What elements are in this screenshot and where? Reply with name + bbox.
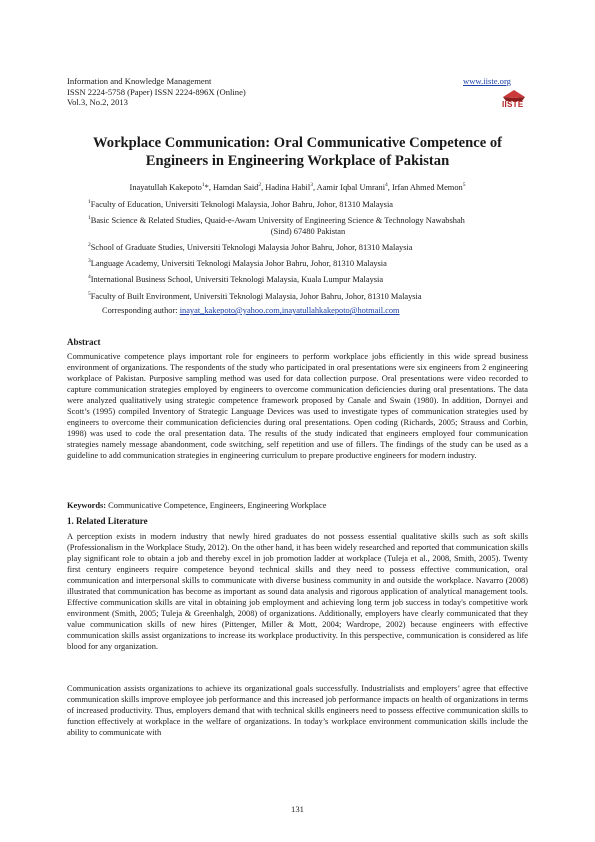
author-separator: , [261, 182, 266, 192]
journal-volume: Vol.3, No.2, 2013 [67, 97, 128, 107]
paper-title-line-1: Workplace Communication: Oral Communicative Competence of [93, 135, 502, 151]
author-name: Hadina Habil [265, 182, 311, 192]
page-number: 131 [291, 804, 304, 814]
author-suffix: * [204, 182, 209, 192]
author-separator: , [312, 182, 317, 192]
keywords-text: Communicative Competence, Engineers, Engineering Workplace [106, 501, 327, 510]
keywords-label: Keywords: [67, 501, 107, 510]
affiliation-4: $^4$International Business School, Universiti Teknologi Malaysia, Kuala Lumpur Malaysia [88, 274, 384, 284]
section-heading: 1. Related Literature [67, 516, 148, 526]
corresponding-author [102, 306, 400, 315]
journal-header [67, 76, 246, 108]
author-name: Irfan Ahmed Memon [391, 182, 463, 192]
corresponding-email-link[interactable]: inayat_kakepoto@yahoo.com,inayatullahkakepoto@hotmail.com [179, 306, 400, 315]
author-affiliation-marker: 4 [385, 182, 388, 188]
abstract-text: Communicative competence plays important role for engineers to perform workplace jobs efficiently in this wide spread business environment of organizations. The respondents of the study who participated in oral presentations were six engineers from 2 engineering workplace of Pakistan. Purposive sampling method was used for data collection purpose. Oral presentations were video recorded to capture communication strategies employed by engineers to overcome communication deficiencies during oral presentations. The data were analyzed qualitatively using strategic competence framework proposed by Canale and Swain (1980). In addition, Dornyei and Scott’s (1995) compiled Inventory of Strategic Language Devices was used to investigate types of communication strategies used by engineers to overcome their communication deficiencies during oral presentations. Open coding (Richards, 2005; Strauss and Corbin, 1998) was used to code the oral presentation data. The results of the study indicated that engineers employed four communication strategies namely message abandonment, code switching, self repetition and use of fillers. The findings of the study can be used as a guideline to add communication strategies in engineering curriculum to prepare productive engineers for modern industry. [67, 352, 528, 461]
iiste-logo-text: IISTE [502, 100, 524, 109]
author-separator: , [387, 182, 392, 192]
body-paragraph-2: Communication assists organizations to achieve its organizational goals successfully. Industrialists and employers’ agree that effective communication skills improve employee job performance and this increased job performance impacts on health of organizations in terms of increased productivity. Thus, employers demand that with technical skills engineers need to possess effective communication skills to function effectively at workplace in the welfare of organizations. In today’s workplace environment communication skills include the ability to communicate with [67, 684, 528, 738]
journal-website-link[interactable]: www.iiste.org [463, 76, 511, 86]
author-affiliation-marker: 5 [462, 182, 466, 188]
abstract-heading: Abstract [67, 337, 101, 347]
affiliation-2: $^2$School of Graduate Studies, Universiti Teknologi Malaysia Johor Bahru, Johor, 81310 Malaysia [88, 242, 413, 252]
author-affiliation-marker: 3 [310, 182, 313, 188]
corresponding-label: Corresponding author: [102, 306, 180, 315]
author-name: Aamir Iqbal Umrani [316, 182, 386, 192]
author-name: Hamdan Said [213, 182, 259, 192]
author-name: Inayatullah Kakepoto [129, 182, 202, 192]
journal-name: Information and Knowledge Management [67, 76, 212, 86]
affiliation-5: $^5$Faculty of Built Environment, Universiti Teknologi Malaysia, Johor Bahru, Johor, 81310 Malaysia [88, 291, 422, 301]
affiliation-1b: $^1$Basic Science & Related Studies, Quaid-e-Awam University of Engineering Science & Technology Nawabshah (Sind) 67480 Pakistan [88, 213, 528, 237]
body-paragraph-1: A perception exists in modern industry that newly hired graduates do not possess essential qualitative skills such as soft skills (Professionalism in the Workplace Study, 2012). On the other hand, it has been widely researched and reported that communication skills play significant role to obtain a job and thereby excel in job promotion ladder at workplace (Tuleja et al., 2008, Smith, 2005). Twenty first century engineers require competence beyond technical skills and they need to possess effective communication, oral communication and interpersonal skills to communicate with diverse business community in and outside the workplace. Navarro (2008) illustrated that communication has become as important as sound data analysis and rigorous application of analytical management tools. Effective communication skills are vital in obtaining job employment and achieving long term job success in today's competitive work environment (Smith, 2005; Tuleja & Greenhalgh, 2008) of organizations. Additionally, employers have clearly communicated that they value communication skills of new hires (Pittenger, Miller & Mott, 2004; Wardrope, 2002) because engineers with effective communication skills assist organizations to increase its workplace productivity. In this perspective, communication is considered as life blood for any organization. [67, 532, 528, 652]
author-separator: , [208, 182, 213, 192]
keywords [67, 501, 326, 510]
affiliation-1: $^1$Faculty of Education, Universiti Teknologi Malaysia, Johor Bahru, Johor, 81310 Malaysia [88, 199, 393, 209]
journal-issn: ISSN 2224-5758 (Paper) ISSN 2224-896X (Online) [67, 86, 246, 97]
affiliation-1b-continued: (Sind) 67480 Pakistan [270, 226, 346, 236]
paper-title [60, 134, 535, 170]
author-affiliation-marker: 1 [201, 182, 205, 188]
author-affiliation-marker: 2 [258, 182, 262, 188]
paper-title-line-2: Engineers in Engineering Workplace of Pakistan [145, 153, 450, 169]
affiliation-3: $^3$Language Academy, Universiti Teknologi Malaysia Johor Bahru, Johor, 81310 Malaysia [88, 258, 387, 268]
author-list [60, 182, 535, 192]
